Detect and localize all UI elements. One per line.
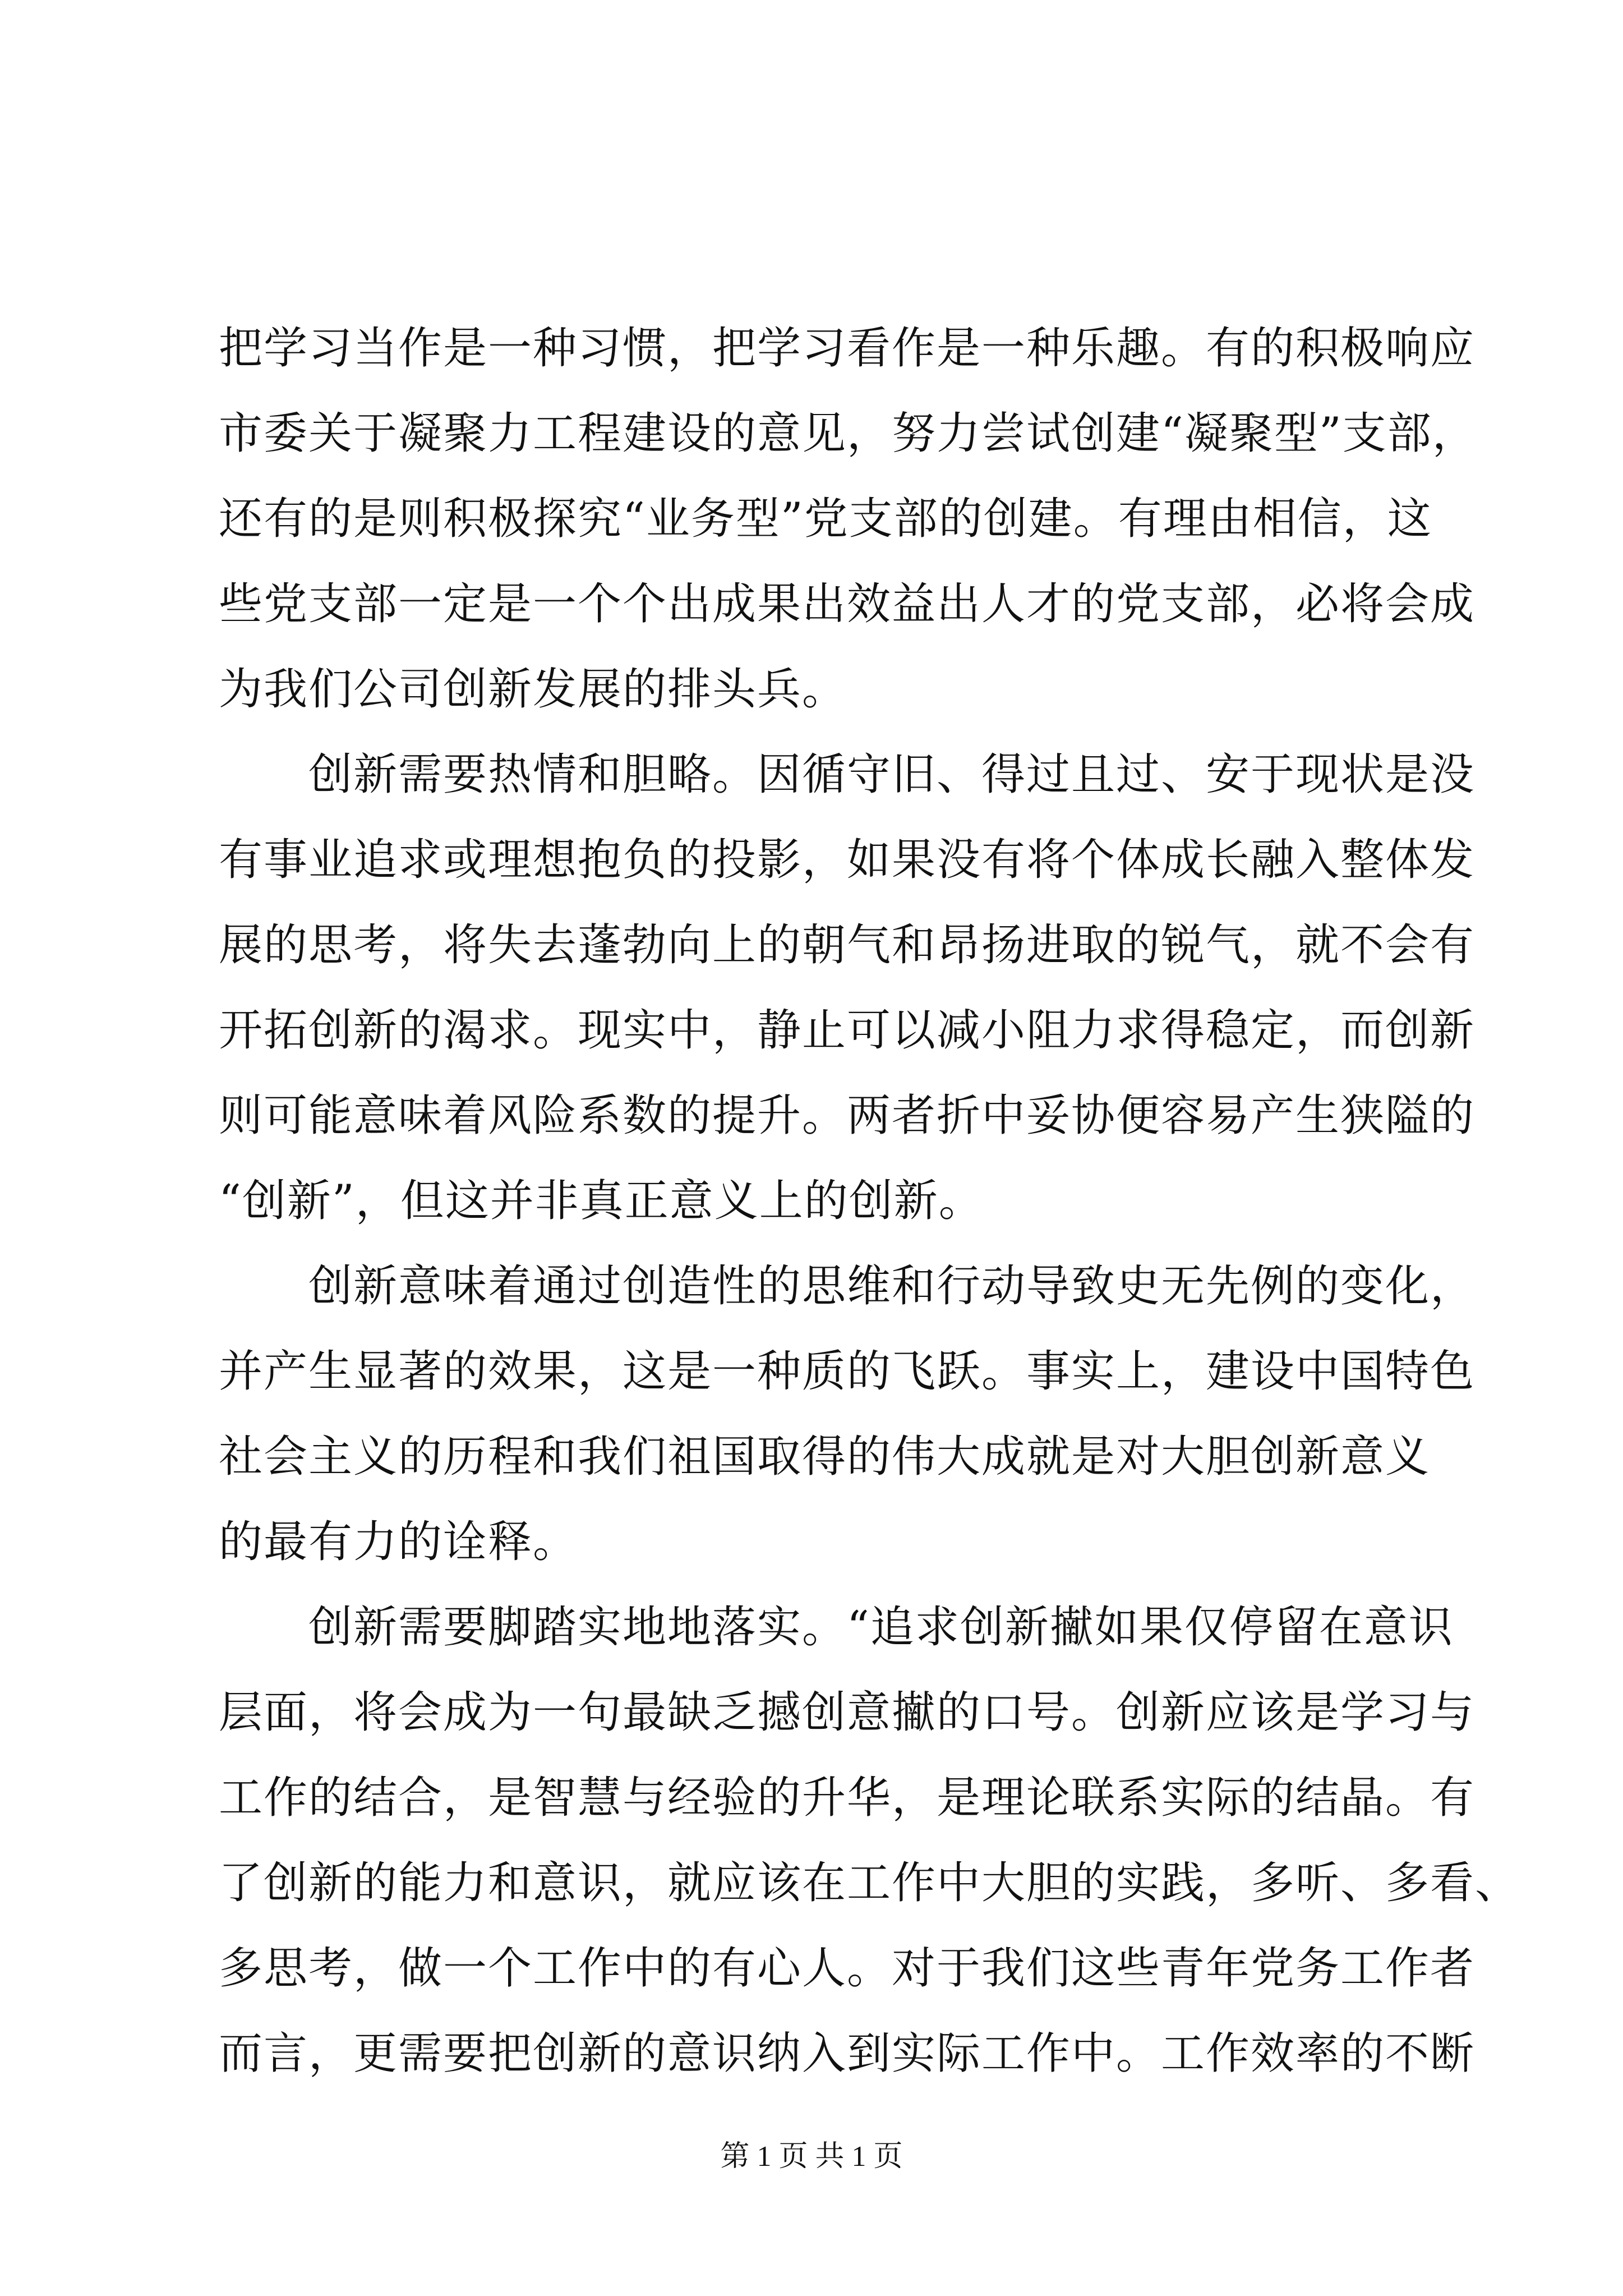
text-line: 展的思考，将失去蓬勃向上的朝气和昂扬进取的锐气，就不会有 (219, 920, 1476, 970)
text-line: 层面，将会成为一句最缺乏撼创意擜的口号。创新应该是学习与 (219, 1687, 1476, 1738)
text-line: 有事业追求或理想抱负的投影，如果没有将个体成长融入整体发 (219, 835, 1476, 885)
paragraph (219, 732, 1476, 1244)
text-line: 并产生显著的效果，这是一种质的飞跃。事实上，建设中国特色 (219, 1346, 1476, 1397)
paragraph (219, 1585, 1520, 2096)
text-line: 而言，更需要把创新的意识纳入到实际工作中。工作效率的不断 (219, 2028, 1476, 2079)
text-line: 创新需要热情和胆略。因循守旧、得过且过、安于现状是没 (308, 749, 1476, 800)
text-line: 创新需要脚踏实地地落实。“追求创新擜如果仅停留在意识 (308, 1602, 1454, 1653)
text-line: 则可能意味着风险系数的提升。两者折中妥协便容易产生狭隘的 (219, 1091, 1476, 1141)
text-line: 还有的是则积极探究“业务型”党支部的创建。有理由相信，这 (219, 494, 1432, 544)
paragraph (219, 1244, 1476, 1585)
page-footer (0, 2137, 1623, 2177)
text-line: 多思考，做一个工作中的有心人。对于我们这些青年党务工作者 (219, 1943, 1476, 1994)
paragraph (219, 306, 1477, 732)
text-line: 创新意味着通过创造性的思维和行动导致史无先例的变化， (308, 1261, 1476, 1312)
text-line: 工作的结合，是智慧与经验的升华，是理论联系实际的结晶。有 (219, 1773, 1476, 1823)
text-line: 市委关于凝聚力工程建设的意见，努力尝试创建“凝聚型”支部， (219, 408, 1477, 459)
text-line: “创新”，但这并非真正意义上的创新。 (219, 1176, 984, 1226)
page-number: 第 1 页 共 1 页 (720, 2141, 903, 2173)
text-line: 些党支部一定是一个个出成果出效益出人才的党支部，必将会成 (219, 579, 1476, 629)
text-line: 社会主义的历程和我们祖国取得的伟大成就是对大胆创新意义 (219, 1432, 1431, 1482)
text-line: 了创新的能力和意识，就应该在工作中大胆的实践，多听、多看、 (219, 1858, 1520, 1908)
document-body (219, 306, 1520, 2096)
text-line: 把学习当作是一种习惯，把学习看作是一种乐趣。有的积极响应 (219, 323, 1476, 374)
text-line: 的最有力的诠释。 (219, 1517, 578, 1567)
text-line: 为我们公司创新发展的排头兵。 (219, 664, 847, 715)
text-line: 开拓创新的渴求。现实中，静止可以减小阻力求得稳定，而创新 (219, 1005, 1476, 1056)
